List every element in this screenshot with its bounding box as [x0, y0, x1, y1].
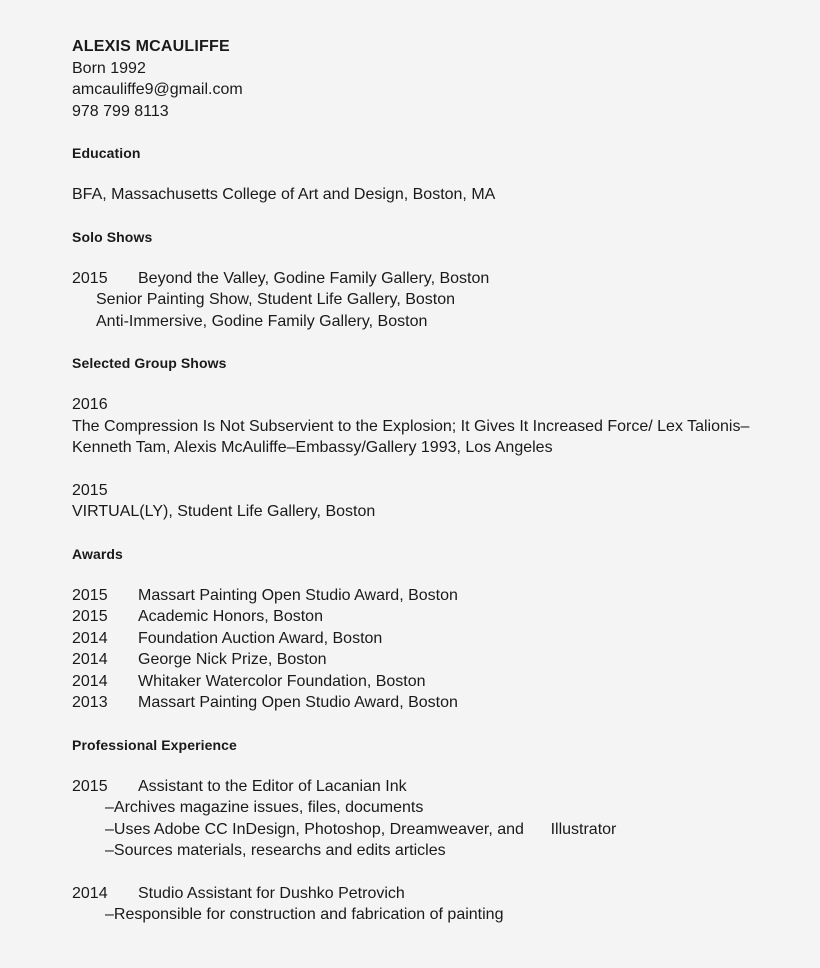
group-show-text: VIRTUAL(LY), Student Life Gallery, Boston — [72, 503, 376, 520]
email-address: amcauliffe9@gmail.com — [72, 81, 243, 98]
list-item: –Responsible for construction and fabrication of painting — [105, 906, 504, 923]
page-title: ALEXIS MCAULIFFE — [72, 38, 230, 55]
section-heading-awards: Awards — [72, 545, 123, 562]
entry-text: Massart Painting Open Studio Award, Boston — [138, 586, 458, 604]
entry-year: 2015 — [72, 608, 108, 625]
entry-text: Massart Painting Open Studio Award, Boston — [138, 694, 458, 711]
entry-year: 2014 — [72, 884, 108, 902]
section-solo-shows — [72, 206, 760, 333]
section-professional-experience — [72, 714, 760, 926]
section-heading-solo-shows: Solo Shows — [72, 228, 153, 245]
list-item: Senior Painting Show, Student Life Gallery, Boston — [96, 291, 456, 308]
table-row — [72, 585, 760, 607]
entry-year: 2015 — [72, 269, 108, 287]
entry-text: Whitaker Watercolor Foundation, Boston — [138, 672, 426, 690]
entry-year: 2014 — [72, 672, 108, 690]
table-row — [72, 628, 760, 650]
table-row — [72, 671, 760, 693]
section-heading-experience: Professional Experience — [72, 736, 237, 753]
section-education — [72, 122, 760, 206]
education-entry: BFA, Massachusetts College of Art and Design, Boston, MA — [72, 186, 496, 203]
list-item: –Sources materials, researchs and edits articles — [105, 842, 446, 859]
solo-shows-body — [72, 247, 760, 333]
entry-text: Foundation Auction Award, Boston — [138, 629, 383, 647]
experience-job — [72, 755, 760, 862]
table-row — [72, 606, 760, 628]
entry-text: George Nick Prize, Boston — [138, 651, 327, 668]
table-row — [72, 649, 760, 671]
entry-year: 2014 — [72, 629, 108, 647]
entry-text: Academic Honors, Boston — [138, 608, 323, 625]
entry-year: 2015 — [72, 777, 108, 795]
group-shows-body-2 — [72, 459, 760, 523]
section-heading-education: Education — [72, 145, 141, 161]
section-heading-group-shows: Selected Group Shows — [72, 355, 227, 371]
contact-header — [72, 36, 760, 122]
section-awards — [72, 523, 760, 714]
experience-job — [72, 862, 760, 926]
section-group-shows — [72, 332, 760, 523]
list-item — [72, 268, 760, 290]
education-body — [72, 163, 760, 206]
list-item — [72, 883, 760, 905]
birth-year: Born 1992 — [72, 59, 146, 77]
entry-text: Beyond the Valley, Godine Family Gallery, Boston — [138, 269, 490, 287]
list-item — [72, 776, 760, 798]
list-item: Anti-Immersive, Godine Family Gallery, Boston — [96, 312, 428, 330]
group-show-year: 2015 — [72, 481, 108, 499]
entry-year: 2015 — [72, 586, 108, 604]
group-shows-body — [72, 373, 760, 459]
list-item: –Uses Adobe CC InDesign, Photoshop, Dreamweaver, and Illustrator — [105, 820, 617, 838]
phone-number: 978 799 8113 — [72, 102, 169, 120]
group-show-year: 2016 — [72, 396, 108, 413]
list-item: –Archives magazine issues, files, documents — [105, 799, 424, 816]
entry-year: 2014 — [72, 651, 108, 668]
entry-text: Assistant to the Editor of Lacanian Ink — [138, 777, 407, 795]
entry-year: 2013 — [72, 694, 108, 711]
awards-list — [72, 564, 760, 714]
table-row — [72, 692, 760, 714]
entry-text: Studio Assistant for Dushko Petrovich — [138, 884, 405, 902]
group-show-text: The Compression Is Not Subservient to the Explosion; It Gives It Increased Force/ Lex Talionis–Kenneth Tam, Alexis McAuliffe–Embassy/Gallery 1993, Los Angeles — [72, 417, 750, 456]
